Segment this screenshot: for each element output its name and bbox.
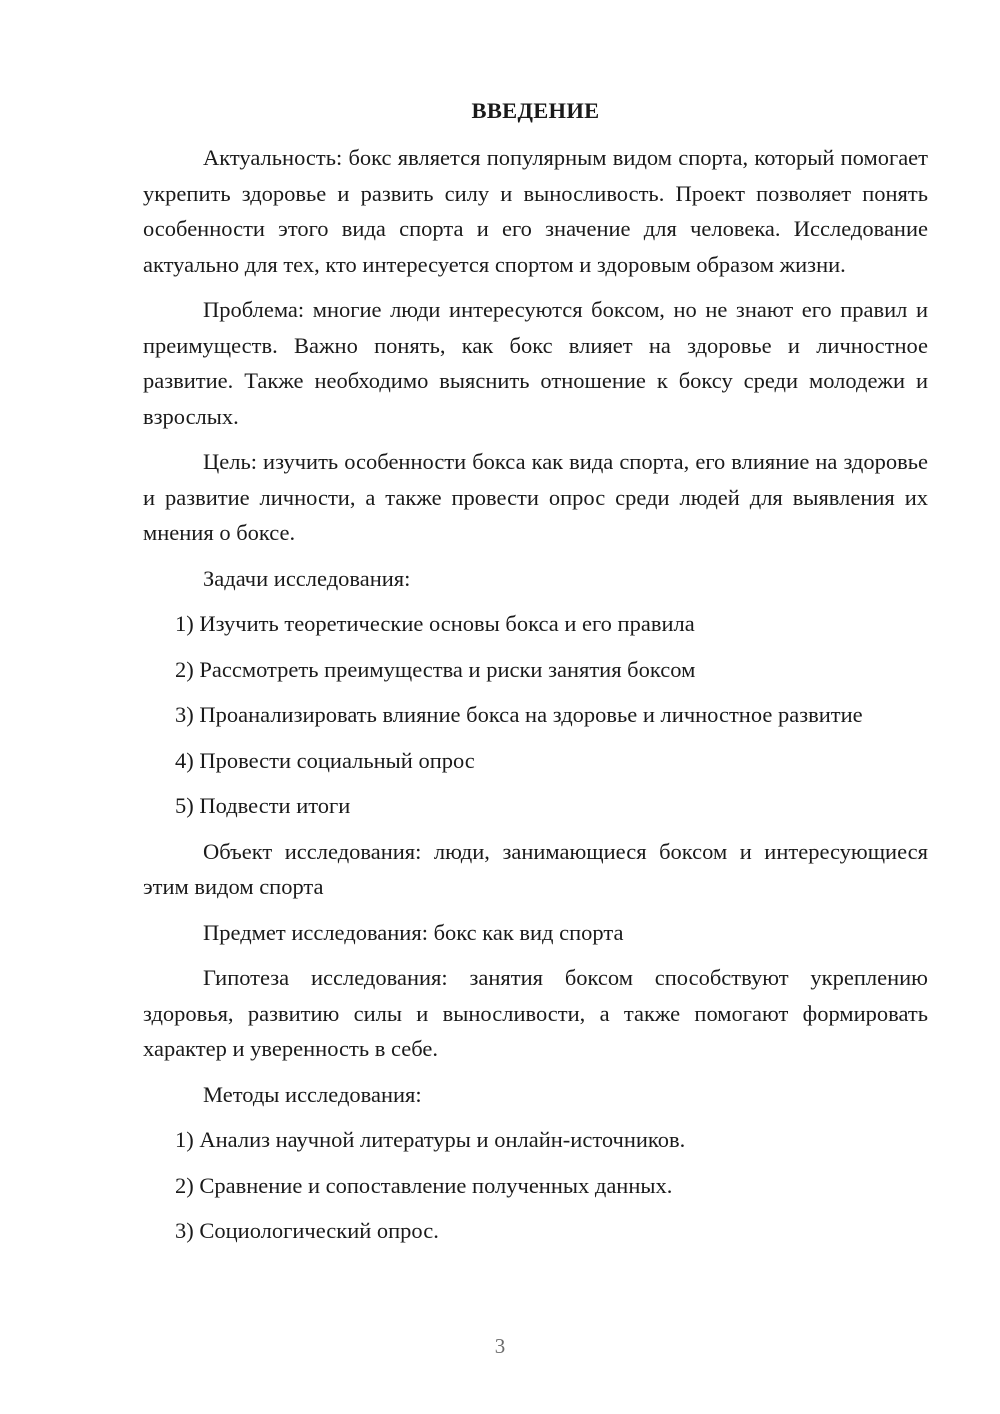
paragraph-hypothesis: Гипотеза исследования: занятия боксом способствуют укреплению здоровья, развитию силы и выносливости, а также помогают формировать характер и уверенность в себе.	[143, 965, 928, 1061]
paragraph-object: Объект исследования: люди, занимающиеся боксом и интересующиеся этим видом спорта	[143, 838, 928, 899]
paragraph-problem: Проблема: многие люди интересуются боксом, но не знают его правил и преимуществ. Важно понять, как бокс влияет на здоровье и личностное развитие. Также необходимо выяснить отношение к боксу среди молодежи и взрослых.	[143, 297, 928, 429]
task-item: 1) Изучить теоретические основы бокса и его правила	[175, 611, 695, 636]
paragraph-subject: Предмет исследования: бокс как вид спорта	[203, 919, 624, 945]
method-item: 2) Сравнение и сопоставление полученных данных.	[175, 1172, 673, 1198]
page-number: 3	[494, 1334, 506, 1358]
task-item: 3) Проанализировать влияние бокса на здоровье и личностное развитие	[175, 702, 863, 727]
section-title: ВВЕДЕНИЕ	[471, 98, 600, 123]
methods-heading: Методы исследования:	[203, 1081, 422, 1107]
document-body	[143, 96, 928, 1259]
task-item: 5) Подвести итоги	[175, 793, 351, 818]
paragraph-goal: Цель: изучить особенности бокса как вида спорта, его влияние на здоровье и развитие личности, а также провести опрос среди людей для выявления их мнения о боксе.	[143, 449, 928, 545]
task-item: 4) Провести социальный опрос	[175, 747, 475, 773]
task-item: 2) Рассмотреть преимущества и риски занятия боксом	[175, 656, 696, 682]
paragraph-relevance: Актуальность: бокс является популярным видом спорта, который помогает укрепить здоровье и развить силу и выносливость. Проект позволяет понять особенности этого вида спорта и его значение для человека. Исследование актуально для тех, кто интересуется спортом и здоровым образом жизни.	[143, 145, 928, 277]
method-item: 3) Социологический опрос.	[175, 1218, 439, 1243]
tasks-heading: Задачи исследования:	[203, 565, 411, 591]
method-item: 1) Анализ научной литературы и онлайн-источников.	[175, 1127, 686, 1152]
